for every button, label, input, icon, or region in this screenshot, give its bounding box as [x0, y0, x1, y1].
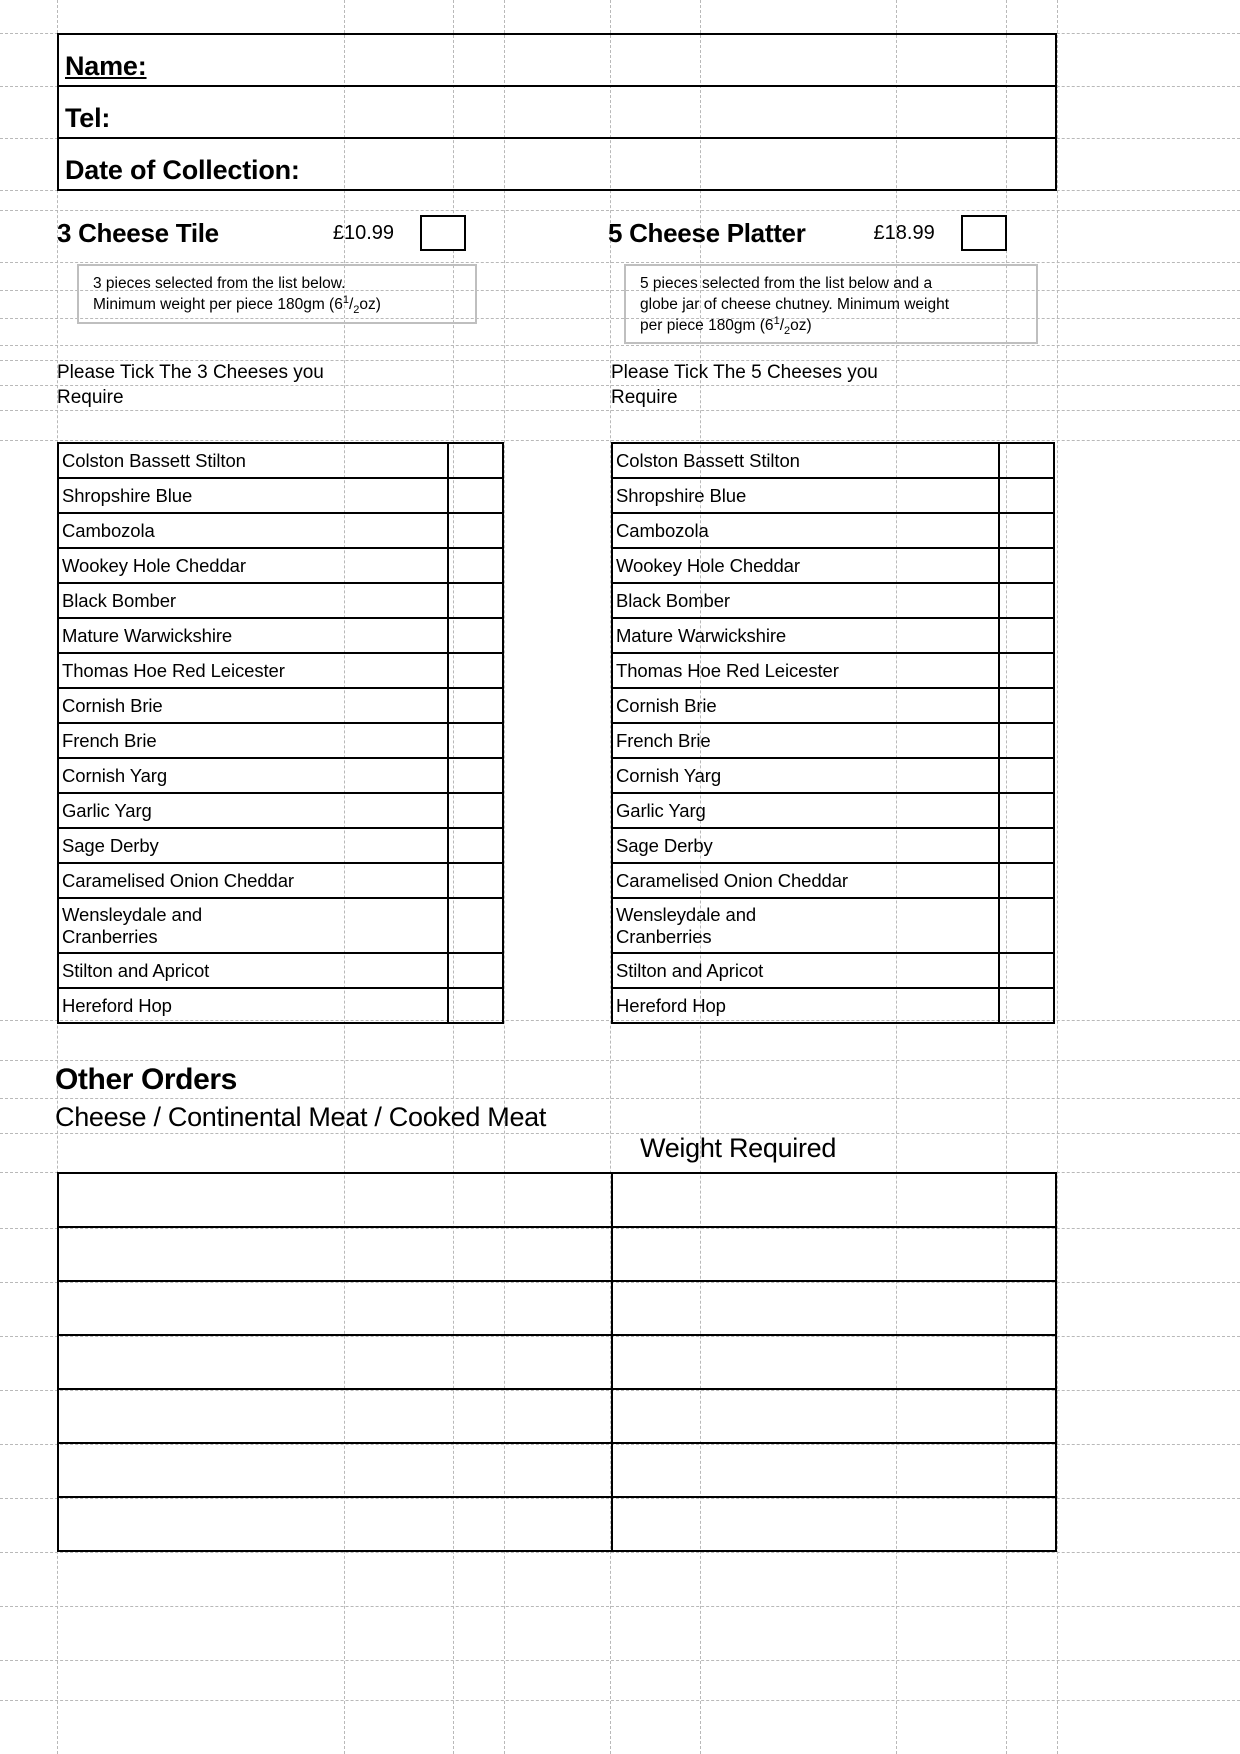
cheese-tick-box-right-2[interactable]: [999, 513, 1054, 548]
product-title-5-cheese-platter: 5 Cheese Platter: [608, 217, 806, 248]
other-orders-weight-cell-4[interactable]: [612, 1389, 1056, 1443]
description-line-2: Minimum weight per piece 180gm $(6^1/_2oz)$: [93, 293, 381, 317]
cheese-name-line: Garlic Yarg: [62, 799, 152, 821]
cheese-name-left-8: [58, 723, 448, 758]
other-orders-item-cell-1[interactable]: [58, 1227, 612, 1281]
description-line-1: 3 pieces selected from the list below.: [93, 275, 346, 292]
cheese-row: [58, 513, 503, 548]
cheese-name-left-2: [58, 513, 448, 548]
cheese-row: [58, 863, 503, 898]
cheese-name-right-10: [612, 793, 999, 828]
cheese-tick-box-left-8[interactable]: [448, 723, 503, 758]
cheese-row: [58, 688, 503, 723]
cheese-name-left-15: [58, 988, 448, 1023]
other-orders-item-cell-4[interactable]: [58, 1389, 612, 1443]
cheese-name-line: Shropshire Blue: [616, 484, 747, 506]
cheese-name-left-13: [58, 898, 448, 953]
cheese-name-left-5: [58, 618, 448, 653]
fraction-numerator: 1: [342, 293, 349, 306]
product-description-5-cheese-platter: [624, 264, 1038, 344]
cheese-name-line: Stilton and Apricot: [616, 959, 764, 981]
other-orders-row: [58, 1227, 1056, 1281]
tel-label: Tel:: [65, 103, 111, 133]
cheese-name-line: Wensleydale and: [616, 903, 757, 925]
product-title-3-cheese-tile: 3 Cheese Tile: [57, 217, 219, 248]
cheese-name-left-6: [58, 653, 448, 688]
header-row-tel: [58, 86, 1056, 138]
product-description-3-cheese-tile: [77, 264, 477, 324]
cheese-name-right-1: [612, 478, 999, 513]
cheese-name-left-7: [58, 688, 448, 723]
cheese-name-right-11: [612, 828, 999, 863]
cheese-row: [612, 653, 1054, 688]
cheese-tick-box-left-7[interactable]: [448, 688, 503, 723]
cheese-name-left-4: [58, 583, 448, 618]
cheese-name-line: Mature Warwickshire: [616, 624, 787, 646]
description-line-1: 5 pieces selected from the list below and a: [640, 275, 933, 292]
cheese-name-right-8: [612, 723, 999, 758]
cheese-row: [612, 828, 1054, 863]
cheese-row: [58, 443, 503, 478]
name-label: Name:: [65, 51, 147, 81]
cheese-tick-box-left-1[interactable]: [448, 478, 503, 513]
cheese-name-right-15: [612, 988, 999, 1023]
product-header-5-cheese-platter: [608, 215, 1058, 251]
cheese-tick-box-left-2[interactable]: [448, 513, 503, 548]
cheese-tick-box-left-12[interactable]: [448, 863, 503, 898]
header-row-date: [58, 138, 1056, 190]
cheese-name-right-14: [612, 953, 999, 988]
cheese-row: [612, 898, 1054, 953]
cheese-row: [612, 988, 1054, 1023]
cheese-name-right-7: [612, 688, 999, 723]
product-quantity-box-5-cheese-platter[interactable]: [961, 215, 1007, 251]
other-orders-item-cell-5[interactable]: [58, 1443, 612, 1497]
product-header-3-cheese-tile: [57, 215, 562, 251]
cheese-tick-box-left-10[interactable]: [448, 793, 503, 828]
other-orders-column-right-label: Weight Required: [640, 1133, 837, 1163]
other-orders-item-cell-6[interactable]: [58, 1497, 612, 1551]
cheese-name-line: Cornish Yarg: [62, 764, 168, 786]
cheese-name-line: Shropshire Blue: [62, 484, 193, 506]
product-price-5-cheese-platter: £18.99: [873, 221, 935, 244]
cheese-name-left-3: [58, 548, 448, 583]
cheese-name-right-5: [612, 618, 999, 653]
description-line-2: per piece 180gm $(6^1/_2oz)$: [640, 314, 812, 338]
fraction-denominator: 2: [784, 325, 791, 338]
cheese-name-line: Cornish Brie: [62, 694, 163, 716]
cheese-tick-box-right-3[interactable]: [999, 548, 1054, 583]
other-orders-weight-cell-2[interactable]: [612, 1281, 1056, 1335]
other-orders-weight-cell-5[interactable]: [612, 1443, 1056, 1497]
cheese-name-line: Caramelised Onion Cheddar: [62, 869, 294, 891]
cheese-name-right-12: [612, 863, 999, 898]
cheese-name-right-3: [612, 548, 999, 583]
cheese-tick-box-right-15[interactable]: [999, 988, 1054, 1023]
cheese-name-line: Wensleydale and: [62, 903, 203, 925]
cheese-name-line: Black Bomber: [62, 589, 176, 611]
other-orders-column-left-label: Cheese / Continental Meat / Cooked Meat: [55, 1102, 547, 1132]
cheese-tick-box-right-10[interactable]: [999, 793, 1054, 828]
cheese-name-line: Hereford Hop: [616, 994, 726, 1016]
cheese-name-left-10: [58, 793, 448, 828]
cheese-name-line: Colston Bassett Stilton: [616, 449, 800, 471]
product-quantity-box-3-cheese-tile[interactable]: [420, 215, 466, 251]
cheese-row: [612, 618, 1054, 653]
cheese-name-line: Cranberries: [616, 925, 712, 947]
other-orders-row: [58, 1443, 1056, 1497]
cheese-name-line: Mature Warwickshire: [62, 624, 233, 646]
cheese-name-right-0: [612, 443, 999, 478]
other-orders-row: [58, 1173, 1056, 1227]
other-orders-weight-cell-1[interactable]: [612, 1227, 1056, 1281]
cheese-name-line: Garlic Yarg: [616, 799, 706, 821]
header-cell-tel[interactable]: [58, 86, 1056, 138]
cheese-row: [58, 988, 503, 1023]
cheese-tick-box-right-11[interactable]: [999, 828, 1054, 863]
cheese-row: [612, 758, 1054, 793]
other-orders-item-cell-3[interactable]: [58, 1335, 612, 1389]
other-orders-row: [58, 1335, 1056, 1389]
other-orders-weight-cell-6[interactable]: [612, 1497, 1056, 1551]
cheese-tick-box-right-4[interactable]: [999, 583, 1054, 618]
other-orders-title: Other Orders: [55, 1063, 237, 1096]
tick-instruction-right: Please Tick The 5 Cheeses you Require: [611, 362, 878, 408]
cheese-name-line: French Brie: [62, 729, 157, 751]
other-orders-row: [58, 1497, 1056, 1551]
cheese-tick-box-left-14[interactable]: [448, 953, 503, 988]
cheese-name-line: Wookey Hole Cheddar: [62, 554, 246, 576]
cheese-row: [612, 478, 1054, 513]
cheese-tick-box-left-11[interactable]: [448, 828, 503, 863]
cheese-tick-box-left-4[interactable]: [448, 583, 503, 618]
cheese-name-line: Cornish Brie: [616, 694, 717, 716]
cheese-tick-box-left-0[interactable]: [448, 443, 503, 478]
cheese-tick-box-right-9[interactable]: [999, 758, 1054, 793]
cheese-name-right-2: [612, 513, 999, 548]
cheese-name-left-11: [58, 828, 448, 863]
cheese-name-left-12: [58, 863, 448, 898]
cheese-row: [58, 548, 503, 583]
cheese-tick-box-left-13[interactable]: [448, 898, 503, 953]
cheese-name-left-14: [58, 953, 448, 988]
fraction-numerator: 1: [773, 314, 780, 327]
cheese-tick-box-right-5[interactable]: [999, 618, 1054, 653]
cheese-name-right-6: [612, 653, 999, 688]
cheese-row: [612, 688, 1054, 723]
cheese-name-line: Cambozola: [616, 519, 709, 541]
other-orders-item-cell-2[interactable]: [58, 1281, 612, 1335]
cheese-row: [612, 863, 1054, 898]
cheese-row: [612, 443, 1054, 478]
cheese-row: [58, 723, 503, 758]
cheese-row: [58, 478, 503, 513]
cheese-name-right-4: [612, 583, 999, 618]
cheese-tick-box-left-5[interactable]: [448, 618, 503, 653]
header-cell-name[interactable]: [58, 34, 1056, 86]
cheese-name-line: Colston Bassett Stilton: [62, 449, 246, 471]
cheese-name-line: Cranberries: [62, 925, 158, 947]
other-orders-weight-cell-0[interactable]: [612, 1173, 1056, 1227]
cheese-tick-box-left-3[interactable]: [448, 548, 503, 583]
cheese-row: [58, 758, 503, 793]
cheese-row: [612, 548, 1054, 583]
cheese-row: [612, 793, 1054, 828]
cheese-row: [58, 653, 503, 688]
cheese-row: [58, 898, 503, 953]
header-row-name: [58, 34, 1056, 86]
description-line-1b: globe jar of cheese chutney. Minimum weight: [640, 296, 950, 313]
cheese-tick-box-right-12[interactable]: [999, 863, 1054, 898]
cheese-row: [58, 793, 503, 828]
cheese-checklist-left: [57, 442, 504, 1024]
cheese-name-line: Thomas Hoe Red Leicester: [62, 659, 285, 681]
cheese-name-line: Caramelised Onion Cheddar: [616, 869, 848, 891]
cheese-name-line: Thomas Hoe Red Leicester: [616, 659, 839, 681]
other-orders-row: [58, 1389, 1056, 1443]
cheese-name-left-9: [58, 758, 448, 793]
cheese-row: [612, 513, 1054, 548]
cheese-row: [612, 953, 1054, 988]
cheese-row: [58, 583, 503, 618]
cheese-name-left-1: [58, 478, 448, 513]
product-price-3-cheese-tile: £10.99: [332, 221, 394, 244]
cheese-tick-box-right-14[interactable]: [999, 953, 1054, 988]
fraction-denominator: 2: [353, 304, 360, 317]
cheese-name-line: Cornish Yarg: [616, 764, 722, 786]
cheese-tick-box-right-0[interactable]: [999, 443, 1054, 478]
other-orders-table: [57, 1172, 1057, 1552]
cheese-name-line: Cambozola: [62, 519, 155, 541]
cheese-name-line: Black Bomber: [616, 589, 730, 611]
customer-details-table: [57, 33, 1057, 191]
cheese-name-left-0: [58, 443, 448, 478]
cheese-name-line: Stilton and Apricot: [62, 959, 210, 981]
cheese-name-right-9: [612, 758, 999, 793]
cheese-tick-box-left-6[interactable]: [448, 653, 503, 688]
cheese-tick-box-right-8[interactable]: [999, 723, 1054, 758]
cheese-row: [58, 618, 503, 653]
header-cell-date[interactable]: [58, 138, 1056, 190]
cheese-row: [58, 953, 503, 988]
cheese-tick-box-right-13[interactable]: [999, 898, 1054, 953]
cheese-tick-box-right-1[interactable]: [999, 478, 1054, 513]
cheese-tick-box-left-15[interactable]: [448, 988, 503, 1023]
tick-instruction-left: Please Tick The 3 Cheeses you Require: [57, 362, 324, 408]
cheese-name-line: Hereford Hop: [62, 994, 172, 1016]
cheese-name-right-13: [612, 898, 999, 953]
cheese-name-line: French Brie: [616, 729, 711, 751]
cheese-row: [612, 583, 1054, 618]
cheese-tick-box-right-6[interactable]: [999, 653, 1054, 688]
cheese-checklist-right: [611, 442, 1055, 1024]
cheese-tick-box-left-9[interactable]: [448, 758, 503, 793]
cheese-row: [612, 723, 1054, 758]
cheese-name-line: Sage Derby: [616, 834, 713, 856]
cheese-name-line: Sage Derby: [62, 834, 159, 856]
cheese-row: [58, 828, 503, 863]
cheese-name-line: Wookey Hole Cheddar: [616, 554, 800, 576]
date-of-collection-label: Date of Collection:: [65, 155, 300, 185]
other-orders-item-cell-0[interactable]: [58, 1173, 612, 1227]
other-orders-weight-cell-3[interactable]: [612, 1335, 1056, 1389]
other-orders-row: [58, 1281, 1056, 1335]
cheese-tick-box-right-7[interactable]: [999, 688, 1054, 723]
